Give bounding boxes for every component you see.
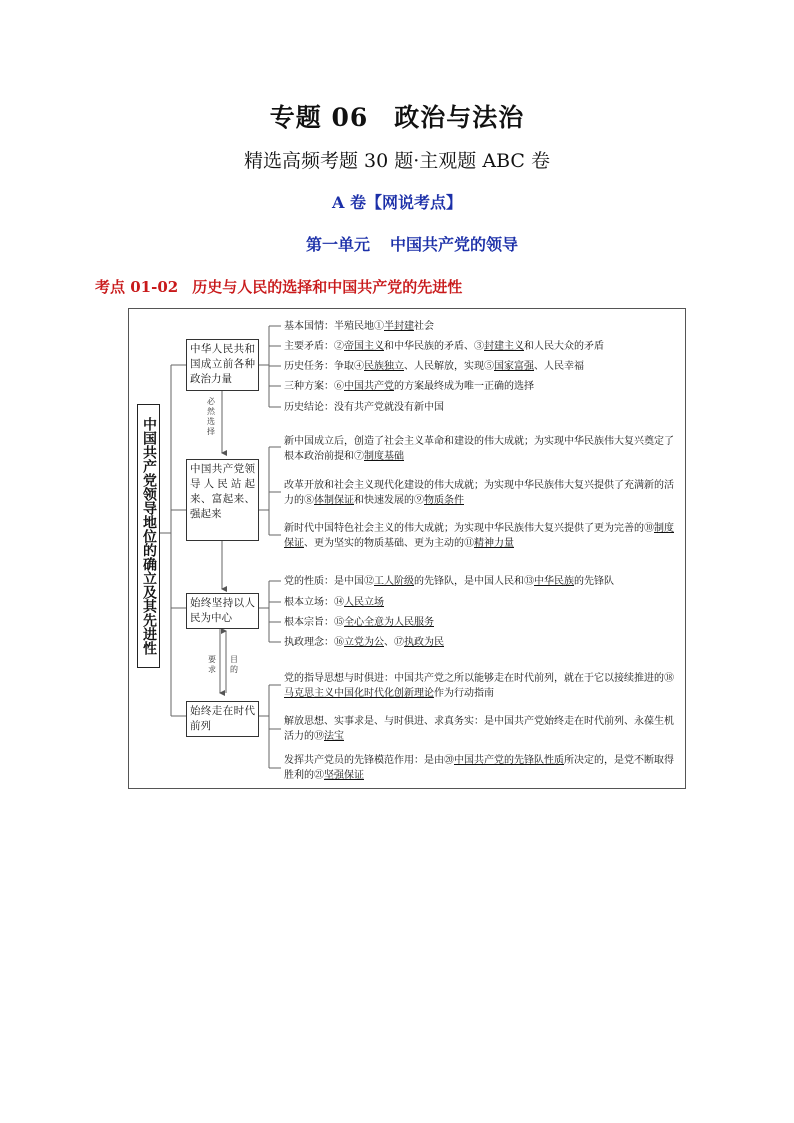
page-subtitle: 精选高频考题 30 题·主观题 ABC 卷 (244, 150, 550, 172)
key-point-name: 历史与人民的选择和中国共产党的先进性 (192, 278, 463, 296)
answer-blank-text: 中国共产党 (344, 381, 394, 392)
item-text: 改革开放和社会主义现代化建设的伟大成就；为实现中华民族伟大复兴提供了充满新的活力的⑧ (284, 480, 674, 506)
item-text: 的方案最终成为唯一正确的选择 (394, 381, 534, 392)
branch-box-2: 中国共产党领导人民站起来、富起来、强起来 (186, 459, 259, 541)
answer-blank-text: 封建主义 (484, 341, 524, 352)
answer-blank-text: 马克思主义中国化时代化创新理论 (284, 688, 434, 699)
item-text: 、⑰ (384, 637, 404, 648)
answer-blank-text: 执政为民 (404, 637, 444, 648)
unit-number: 第一单元 (305, 235, 370, 254)
branch-1-item (284, 359, 682, 374)
page-title: 专题 06 政治与法治 (269, 103, 525, 132)
branch-3-item (284, 635, 682, 650)
answer-blank-text: 帝国主义 (344, 341, 384, 352)
item-text: 三种方案：⑥ (284, 381, 344, 392)
item-text: 基本国情：半殖民地① (284, 321, 384, 332)
item-text: 党的性质：是中国⑫ (284, 576, 374, 587)
answer-blank-text: 精神力量 (474, 538, 514, 549)
answer-blank-text: 人民立场 (344, 597, 384, 608)
answer-blank-text: 立党为公 (344, 637, 384, 648)
arrow-label-requirement: 要求 (208, 655, 216, 674)
branch-1-item (284, 400, 682, 415)
branch-2-item (284, 434, 682, 464)
item-text: 根本立场：⑭ (284, 597, 344, 608)
item-text: 和人民大众的矛盾 (524, 341, 604, 352)
unit-name: 中国共产党的领导 (390, 235, 519, 254)
answer-blank-text: 体制保证 (314, 495, 354, 506)
item-text: 的先锋队，是中国人民和⑬ (414, 576, 534, 587)
answer-blank-text: 全心全意为人民服务 (344, 617, 434, 628)
item-text: 党的指导思想与时俱进：中国共产党之所以能够走在时代前列，就在于它以接续推进的⑱ (284, 673, 674, 684)
item-text: 主要矛盾：② (284, 341, 344, 352)
branch-3-item (284, 615, 682, 630)
item-text: 所决定的，是党不断取得胜利的㉑ (284, 755, 674, 781)
item-text: 、更为坚实的物质基础、更为主动的⑪ (304, 538, 474, 549)
item-text: 社会 (414, 321, 434, 332)
item-text: 和中华民族的矛盾、③ (384, 341, 484, 352)
branch-box-1: 中华人民共和国成立前各种政治力量 (186, 339, 259, 391)
key-point-code: 考点 01-02 (95, 278, 179, 296)
item-text: 新中国成立后，创造了社会主义革命和建设的伟大成就；为实现中华民族伟大复兴奠定了根本政治前提和⑦ (284, 436, 674, 462)
branch-1-item (284, 379, 682, 394)
answer-blank-text: 半封建 (384, 321, 414, 332)
branch-4-item (284, 671, 682, 701)
answer-blank-text: 工人阶级 (374, 576, 414, 587)
item-text: 执政理念：⑯ (284, 637, 344, 648)
unit-heading (0, 232, 794, 255)
answer-blank-text: 中华民族 (534, 576, 574, 587)
answer-blank-text: 民族独立 (364, 361, 404, 372)
arrow-label-inevitable-choice: 必然选择 (207, 397, 215, 436)
answer-blank-text: 国家富强 (494, 361, 534, 372)
answer-blank-text: 中国共产党的先锋队性质 (454, 755, 564, 766)
branch-2-item (284, 521, 682, 551)
item-text: 、人民解放，实现⑤ (404, 361, 494, 372)
branch-3-item (284, 595, 682, 610)
mind-map-diagram (128, 308, 686, 789)
item-text: 新时代中国特色社会主义的伟大成就；为实现中华民族伟大复兴提供了更为完善的⑩ (284, 523, 654, 534)
branch-3-item (284, 574, 682, 589)
branch-1-item (284, 339, 682, 354)
branch-box-4: 始终走在时代前列 (186, 701, 259, 737)
branch-box-3: 始终坚持以人民为中心 (186, 593, 259, 629)
item-text: 根本宗旨：⑮ (284, 617, 344, 628)
volume-heading: A 卷【网说考点】 (332, 193, 462, 212)
answer-blank-text: 制度基础 (364, 451, 404, 462)
answer-blank-text: 制度保证 (284, 523, 674, 549)
item-text: 发挥共产党员的先锋模范作用：是由⑳ (284, 755, 454, 766)
item-text: 解放思想、实事求是、与时俱进、求真务实：是中国共产党始终走在时代前列、永葆生机活力的⑲ (284, 716, 674, 742)
answer-blank-text: 物质条件 (424, 495, 464, 506)
answer-blank-text: 坚强保证 (324, 770, 364, 781)
item-text: 的先锋队 (574, 576, 614, 587)
item-text: 作为行动指南 (434, 688, 494, 699)
branch-2-item (284, 478, 682, 508)
arrow-label-purpose: 目的 (230, 655, 238, 674)
root-topic-box: 中国共产党领导地位的确立及其先进性 (137, 404, 160, 668)
item-text: 和快速发展的⑨ (354, 495, 424, 506)
item-text: 历史任务：争取④ (284, 361, 364, 372)
branch-4-item (284, 753, 682, 783)
item-text: 历史结论：没有共产党就没有新中国 (284, 402, 444, 413)
branch-1-item (284, 319, 682, 334)
answer-blank-text: 法宝 (324, 731, 344, 742)
branch-4-item (284, 714, 682, 744)
item-text: 、人民幸福 (534, 361, 584, 372)
key-point-heading (95, 276, 462, 297)
